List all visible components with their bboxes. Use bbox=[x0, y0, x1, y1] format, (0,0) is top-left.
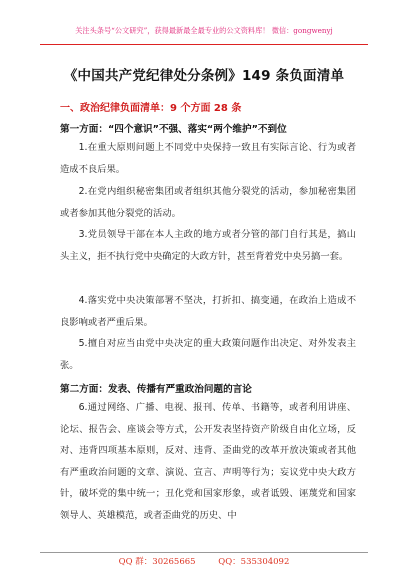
footer bbox=[40, 552, 368, 571]
list-item-2: 2.在党内组织秘密集团或者组织其他分裂党的活动，参加秘密集团或者参加其他分裂党的活动。 bbox=[60, 186, 356, 219]
list-item-5: 5.擅自对应当由党中央决定的重大政策问题作出决定、对外发表主张。 bbox=[60, 338, 356, 371]
document-title: 《中国共产党纪律处分条例》149 条负面清单 bbox=[63, 68, 345, 84]
list-item-6: 6.通过网络、广播、电视、报刊、传单、书籍等，或者利用讲座、论坛、报告会、座谈会等方式，公开发表坚持资产阶级自由化立场，反对、违背四项基本原则，反对、违背、歪曲党的改革开放决策或者其他有严重政治问题的文章、演说、宣言、声明等行为；妄议党中央大政方针，破坏党的集中统一；丑化党和国家形象，或者诋毁、诬蔑党和国家领导人、英雄模范，或者歪曲党的历史、中 bbox=[60, 402, 356, 521]
aspect-heading-1: 第一方面：“四个意识”不强、落实“两个维护”不到位 bbox=[60, 124, 287, 135]
aspect-heading-2: 第二方面：发表、传播有严重政治问题的言论 bbox=[60, 384, 252, 395]
footer-qq: QQ：535304092 bbox=[218, 557, 290, 567]
list-item-4: 4.落实党中央决策部署不坚决，打折扣、搞变通，在政治上造成不良影响或者严重后果。 bbox=[60, 295, 356, 328]
footer-qq-group: QQ 群：30265665 bbox=[118, 557, 196, 567]
header-banner: 关注头条号“公文研究”，获得最新最全最专业的公文资料库！ 微信：gongwenyj bbox=[40, 24, 368, 45]
section-heading: 一、政治纪律负面清单：9 个方面 28 条 bbox=[60, 103, 242, 114]
list-item-1: 1.在重大原则问题上不同党中央保持一致且有实际言论、行为或者造成不良后果。 bbox=[60, 142, 356, 175]
list-item-3: 3.党员领导干部在本人主政的地方或者分管的部门自行其是，搞山头主义，拒不执行党中央确定的大政方针，甚至背着党中央另搞一套。 bbox=[60, 229, 356, 262]
